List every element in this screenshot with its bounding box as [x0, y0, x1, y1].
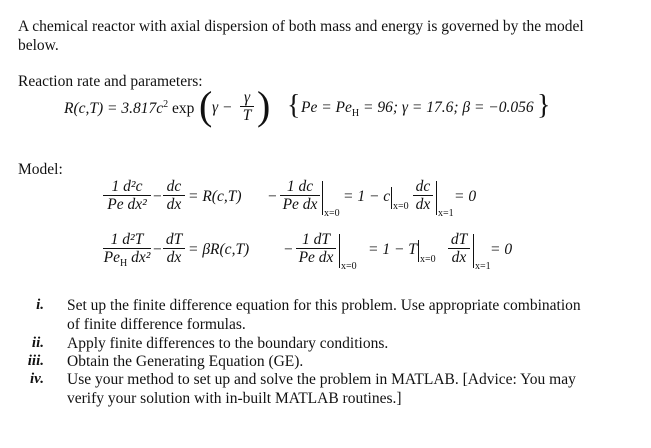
eq1-term1: $\frac{\text{1 d²c}}{\text{Pe dx²}}$: [103, 178, 151, 214]
task-3-line-1: Obtain the Generating Equation (GE).: [67, 353, 304, 370]
bc3-minus: −: [284, 241, 293, 258]
bc4-eval-bar: [473, 234, 474, 268]
task-3-number: iii.: [27, 353, 44, 369]
eq2-term1: 1 d²T $Pe_H$ dx²: [103, 231, 151, 273]
bc3-rhs: = 1 − T: [368, 241, 417, 258]
rate-open-paren: (: [199, 83, 213, 128]
bc1-eval-bar: [322, 181, 323, 215]
params-open-brace: {: [287, 90, 301, 121]
eq2-minus: −: [153, 241, 162, 258]
bc1-eval: x=0: [324, 208, 340, 219]
bc4-eval: x=1: [475, 261, 491, 272]
eq1-minus: −: [153, 188, 162, 205]
eq2-rhs: = βR(c,T): [188, 241, 250, 258]
bc1-minus: −: [268, 188, 277, 205]
intro-line-2: below.: [18, 37, 59, 54]
bc4-rhs: = 0: [490, 241, 513, 258]
bc1-rhs: = 1 − c: [343, 188, 391, 205]
bc4-fraction: $\frac{dT}{dx}$: [448, 231, 470, 267]
task-1-line-1: Set up the finite difference equation for this problem. Use appropriate combination: [67, 297, 581, 314]
section-rate-heading: Reaction rate and parameters:: [18, 73, 203, 90]
task-4-number: iv.: [29, 371, 44, 387]
params-text: $Pe = Pe_H = 96$; γ = 17.6; β = −0.056: [301, 99, 534, 120]
task-2-number: ii.: [31, 335, 44, 351]
intro-line-1: A chemical reactor with axial dispersion of both mass and energy is governed by the model: [18, 18, 584, 35]
bc2-rhs: = 0: [454, 188, 477, 205]
bc3-eval: x=0: [341, 261, 357, 272]
rate-lhs: R(c,T) = 3.817c: [64, 100, 164, 118]
bc1-fraction: $\frac{1 dc}{\text{Pe dx}}$: [280, 178, 320, 214]
task-1-line-2: of finite difference formulas.: [67, 316, 246, 333]
bc2-eval-bar: [436, 181, 437, 215]
eq1-rhs: = R(c,T): [188, 188, 242, 205]
section-model-heading: Model:: [18, 161, 63, 178]
task-4-line-2: verify your solution with in-built MATLAB routines.]: [67, 390, 402, 407]
rate-exp: exp: [172, 100, 195, 118]
bc2-eval: x=1: [438, 208, 454, 219]
bc1-rhs-eval-bar: [391, 187, 392, 209]
params-close-brace: }: [537, 90, 551, 121]
rate-gamma-over-T: $\frac{\gamma}{T}$: [240, 89, 254, 125]
task-1-number: i.: [36, 297, 44, 313]
bc2-fraction: $\frac{dc}{dx}$: [413, 178, 433, 214]
bc3-eval-bar: [339, 234, 340, 268]
rate-equation: $R(c,T) = 3.817c^2$ exp: [64, 99, 195, 118]
bc3-rhs-eval-bar: [418, 240, 419, 262]
eq1-term2: $\frac{dc}{dx}$: [163, 178, 185, 214]
eq2-term2: $\frac{dT}{dx}$: [163, 231, 185, 267]
task-4-line-1: Use your method to set up and solve the problem in MATLAB. [Advice: You may: [67, 371, 576, 388]
bc3-rhs-eval: x=0: [420, 254, 436, 265]
task-2-line-1: Apply finite differences to the boundary conditions.: [67, 335, 389, 352]
bc1-rhs-eval: x=0: [393, 201, 409, 212]
rate-close-paren: ): [257, 83, 271, 128]
rate-gamma: γ −: [212, 99, 233, 116]
bc3-fraction: $\frac{1 dT}{\text{Pe dx}}$: [296, 231, 336, 267]
